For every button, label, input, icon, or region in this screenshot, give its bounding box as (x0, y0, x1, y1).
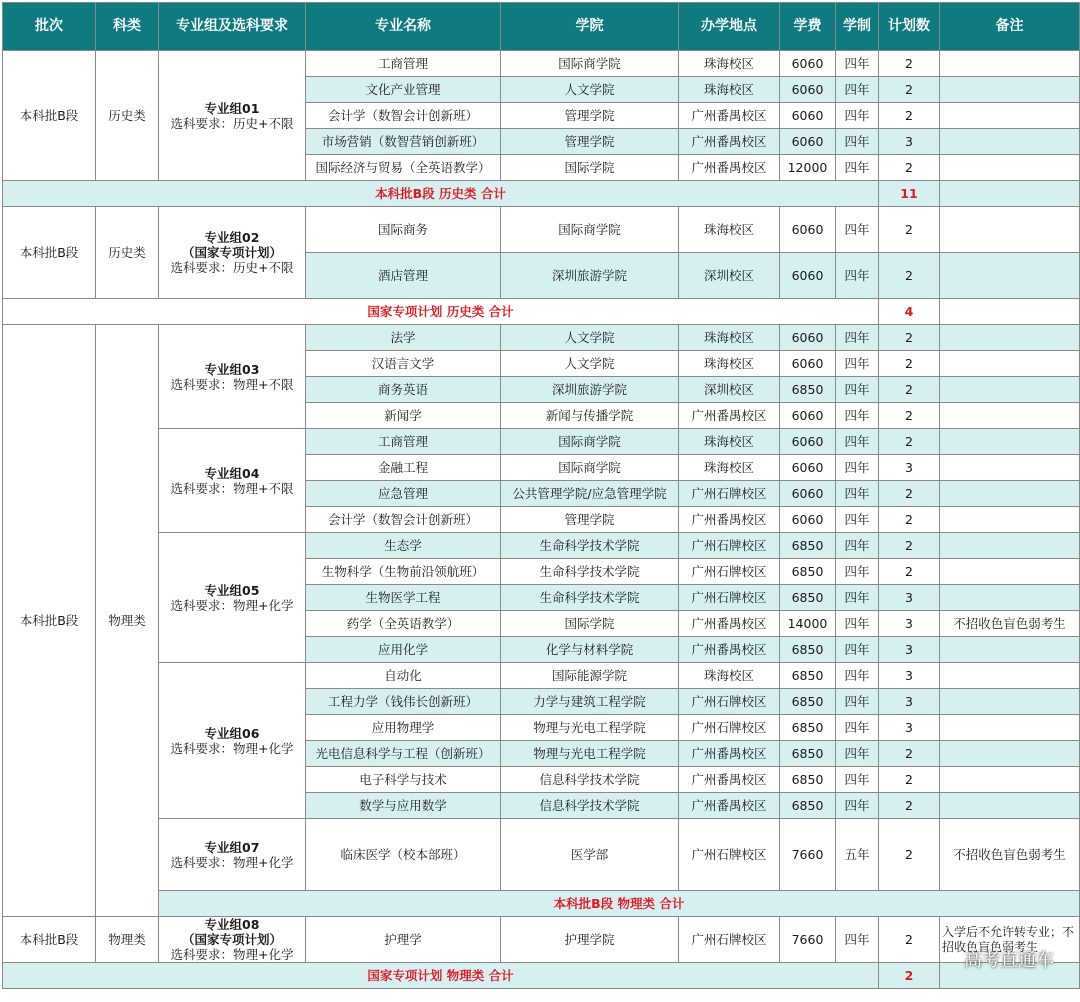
plan-cell: 2 (879, 377, 940, 403)
major-cell: 护理学 (306, 917, 501, 963)
note-cell: 不招收色盲色弱考生 (940, 611, 1080, 637)
college-cell: 国际学院 (501, 155, 679, 181)
subtotal-plan: 2 (879, 963, 940, 989)
subject-cell: 历史类 (96, 51, 159, 181)
location-cell: 深圳校区 (679, 377, 780, 403)
location-cell: 珠海校区 (679, 351, 780, 377)
note-cell (940, 403, 1080, 429)
plan-cell: 2 (879, 507, 940, 533)
note-cell (940, 793, 1080, 819)
fee-cell: 6060 (780, 481, 836, 507)
plan-cell: 2 (879, 819, 940, 891)
duration-cell: 四年 (836, 77, 879, 103)
group-requirement: 选科要求：物理+化学 (170, 947, 294, 962)
college-cell: 信息科学技术学院 (501, 793, 679, 819)
group-title: 专业组01 (204, 100, 260, 116)
duration-cell: 四年 (836, 51, 879, 77)
plan-cell: 2 (879, 917, 940, 963)
fee-cell: 6060 (780, 207, 836, 253)
group-cell (159, 533, 306, 663)
table-row (3, 917, 1080, 963)
college-cell: 国际商学院 (501, 51, 679, 77)
fee-cell: 6850 (780, 793, 836, 819)
duration-cell: 四年 (836, 767, 879, 793)
location-cell: 广州石牌校区 (679, 917, 780, 963)
group-title: 专业组07 (204, 839, 260, 855)
major-cell: 临床医学（校本部班） (306, 819, 501, 891)
location-cell: 广州番禺校区 (679, 611, 780, 637)
duration-cell: 四年 (836, 689, 879, 715)
duration-cell: 四年 (836, 793, 879, 819)
college-cell: 深圳旅游学院 (501, 377, 679, 403)
header-row (3, 3, 1080, 51)
group-title: 专业组08 (204, 917, 260, 932)
major-cell: 市场营销（数智营销创新班） (306, 129, 501, 155)
group-cell (159, 819, 306, 891)
plan-cell: 2 (879, 533, 940, 559)
batch-cell: 本科批B段 (3, 917, 96, 963)
group-requirement: 选科要求：历史+不限 (170, 260, 294, 275)
subtotal-label: 国家专项计划 物理类 合计 (3, 963, 879, 989)
header-note: 备注 (940, 3, 1080, 51)
table-row (3, 663, 1080, 689)
group-title: 专业组05 (204, 582, 260, 598)
major-cell: 国际商务 (306, 207, 501, 253)
location-cell: 广州石牌校区 (679, 715, 780, 741)
college-cell: 深圳旅游学院 (501, 253, 679, 299)
major-cell: 生态学 (306, 533, 501, 559)
subtotal-label: 本科批B段 历史类 合计 (3, 181, 879, 207)
location-cell: 珠海校区 (679, 325, 780, 351)
subtotal-note (940, 181, 1080, 207)
major-cell: 法学 (306, 325, 501, 351)
header-fee: 学费 (780, 3, 836, 51)
location-cell: 珠海校区 (679, 663, 780, 689)
college-cell: 护理学院 (501, 917, 679, 963)
college-cell: 国际能源学院 (501, 663, 679, 689)
college-cell: 人文学院 (501, 77, 679, 103)
note-cell (940, 637, 1080, 663)
group-cell (159, 207, 306, 299)
duration-cell: 四年 (836, 351, 879, 377)
location-cell: 广州石牌校区 (679, 689, 780, 715)
college-cell: 管理学院 (501, 103, 679, 129)
fee-cell: 6060 (780, 103, 836, 129)
college-cell: 公共管理学院/应急管理学院 (501, 481, 679, 507)
major-cell: 生物科学（生物前沿领航班） (306, 559, 501, 585)
note-cell (940, 715, 1080, 741)
college-cell: 人文学院 (501, 325, 679, 351)
note-cell (940, 325, 1080, 351)
group-subtitle: （国家专项计划） (181, 245, 282, 260)
note-cell (940, 207, 1080, 253)
location-cell: 珠海校区 (679, 429, 780, 455)
subject-cell: 物理类 (96, 325, 159, 917)
duration-cell: 四年 (836, 741, 879, 767)
group-title: 专业组02 (204, 230, 260, 245)
plan-cell: 2 (879, 253, 940, 299)
major-cell: 工程力学（钱伟长创新班） (306, 689, 501, 715)
duration-cell: 四年 (836, 663, 879, 689)
duration-cell: 四年 (836, 253, 879, 299)
plan-cell: 2 (879, 481, 940, 507)
admission-plan-table (2, 2, 1080, 989)
major-cell: 电子科学与技术 (306, 767, 501, 793)
note-cell (940, 429, 1080, 455)
fee-cell: 6850 (780, 689, 836, 715)
group-cell (159, 663, 306, 819)
college-cell: 信息科学技术学院 (501, 767, 679, 793)
college-cell: 管理学院 (501, 507, 679, 533)
college-cell: 新闻与传播学院 (501, 403, 679, 429)
table-row (3, 207, 1080, 253)
batch-cell: 本科批B段 (3, 207, 96, 299)
college-cell: 医学部 (501, 819, 679, 891)
location-cell: 广州石牌校区 (679, 559, 780, 585)
table-row (3, 819, 1080, 891)
duration-cell: 四年 (836, 455, 879, 481)
note-cell: 不招收色盲色弱考生 (940, 819, 1080, 891)
plan-cell: 3 (879, 637, 940, 663)
fee-cell: 6060 (780, 77, 836, 103)
fee-cell: 6850 (780, 663, 836, 689)
fee-cell: 6060 (780, 325, 836, 351)
location-cell: 珠海校区 (679, 77, 780, 103)
fee-cell: 6060 (780, 455, 836, 481)
subtotal-row (3, 181, 1080, 207)
location-cell: 广州番禺校区 (679, 637, 780, 663)
table-row (3, 429, 1080, 455)
location-cell: 广州番禺校区 (679, 793, 780, 819)
major-cell: 酒店管理 (306, 253, 501, 299)
location-cell: 广州石牌校区 (679, 819, 780, 891)
location-cell: 广州番禺校区 (679, 507, 780, 533)
college-cell: 管理学院 (501, 129, 679, 155)
plan-cell: 2 (879, 741, 940, 767)
fee-cell: 6850 (780, 637, 836, 663)
college-cell: 国际商学院 (501, 207, 679, 253)
note-cell (940, 741, 1080, 767)
college-cell: 生命科学技术学院 (501, 533, 679, 559)
location-cell: 广州石牌校区 (679, 585, 780, 611)
fee-cell: 7660 (780, 917, 836, 963)
college-cell: 人文学院 (501, 351, 679, 377)
plan-cell: 3 (879, 611, 940, 637)
subject-cell: 历史类 (96, 207, 159, 299)
table-row (3, 51, 1080, 77)
duration-cell: 四年 (836, 325, 879, 351)
note-cell (940, 351, 1080, 377)
note-cell (940, 377, 1080, 403)
fee-cell: 14000 (780, 611, 836, 637)
location-cell: 广州番禺校区 (679, 103, 780, 129)
subtotal-row (3, 963, 1080, 989)
location-cell: 广州番禺校区 (679, 129, 780, 155)
major-cell: 新闻学 (306, 403, 501, 429)
major-cell: 会计学（数智会计创新班） (306, 507, 501, 533)
major-cell: 会计学（数智会计创新班） (306, 103, 501, 129)
fee-cell: 6850 (780, 585, 836, 611)
location-cell: 广州番禺校区 (679, 403, 780, 429)
plan-cell: 2 (879, 325, 940, 351)
location-cell: 广州番禺校区 (679, 741, 780, 767)
plan-cell: 3 (879, 689, 940, 715)
major-cell: 汉语言文学 (306, 351, 501, 377)
college-cell: 物理与光电工程学院 (501, 741, 679, 767)
college-cell: 国际学院 (501, 611, 679, 637)
major-cell: 工商管理 (306, 429, 501, 455)
major-cell: 生物医学工程 (306, 585, 501, 611)
fee-cell: 6060 (780, 403, 836, 429)
major-cell: 应急管理 (306, 481, 501, 507)
location-cell: 珠海校区 (679, 455, 780, 481)
fee-cell: 12000 (780, 155, 836, 181)
fee-cell: 6850 (780, 767, 836, 793)
watermark-text: 高考直通车 (964, 950, 1054, 971)
plan-cell: 3 (879, 585, 940, 611)
header-plan: 计划数 (879, 3, 940, 51)
note-cell (940, 559, 1080, 585)
group-cell (159, 51, 306, 181)
plan-cell: 2 (879, 77, 940, 103)
subtotal-plan: 4 (879, 299, 940, 325)
fee-cell: 6060 (780, 507, 836, 533)
duration-cell: 四年 (836, 637, 879, 663)
group-subtitle: （国家专项计划） (181, 932, 282, 947)
major-cell: 药学（全英语教学） (306, 611, 501, 637)
location-cell: 广州石牌校区 (679, 481, 780, 507)
batch-cell: 本科批B段 (3, 325, 96, 917)
header-major: 专业名称 (306, 3, 501, 51)
note-cell (940, 77, 1080, 103)
note-cell (940, 507, 1080, 533)
location-cell: 珠海校区 (679, 51, 780, 77)
header-duration: 学制 (836, 3, 879, 51)
fee-cell: 6850 (780, 741, 836, 767)
note-cell (940, 455, 1080, 481)
major-cell: 金融工程 (306, 455, 501, 481)
major-cell: 光电信息科学与工程（创新班） (306, 741, 501, 767)
duration-cell: 四年 (836, 377, 879, 403)
header-college: 学院 (501, 3, 679, 51)
header-batch: 批次 (3, 3, 96, 51)
plan-cell: 2 (879, 155, 940, 181)
location-cell: 广州石牌校区 (679, 533, 780, 559)
header-group: 专业组及选科要求 (159, 3, 306, 51)
note-cell (940, 689, 1080, 715)
college-cell: 物理与光电工程学院 (501, 715, 679, 741)
subtotal-row (3, 299, 1080, 325)
plan-cell: 2 (879, 403, 940, 429)
duration-cell: 四年 (836, 103, 879, 129)
group-cell (159, 325, 306, 429)
college-cell: 力学与建筑工程学院 (501, 689, 679, 715)
note-cell (940, 663, 1080, 689)
duration-cell: 四年 (836, 403, 879, 429)
plan-cell: 3 (879, 663, 940, 689)
group-title: 专业组04 (204, 465, 260, 481)
duration-cell: 四年 (836, 611, 879, 637)
major-cell: 应用化学 (306, 637, 501, 663)
plan-cell: 2 (879, 429, 940, 455)
group-requirement: 选科要求：物理+化学 (170, 740, 294, 756)
subtotal-note (940, 299, 1080, 325)
major-cell: 国际经济与贸易（全英语教学） (306, 155, 501, 181)
group-requirement: 选科要求：物理+化学 (170, 597, 294, 613)
plan-cell: 2 (879, 793, 940, 819)
location-cell: 广州番禺校区 (679, 155, 780, 181)
group-requirement: 选科要求：物理+化学 (170, 854, 294, 870)
table-row (3, 533, 1080, 559)
location-cell: 广州番禺校区 (679, 767, 780, 793)
note-cell (940, 103, 1080, 129)
location-cell: 深圳校区 (679, 253, 780, 299)
note-cell (940, 533, 1080, 559)
fee-cell: 6060 (780, 253, 836, 299)
fee-cell: 6850 (780, 533, 836, 559)
batch-cell: 本科批B段 (3, 51, 96, 181)
duration-cell: 四年 (836, 585, 879, 611)
fee-cell: 6850 (780, 715, 836, 741)
duration-cell: 四年 (836, 207, 879, 253)
subtotal-plan: 11 (879, 181, 940, 207)
duration-cell: 四年 (836, 129, 879, 155)
duration-cell: 四年 (836, 507, 879, 533)
major-cell: 应用物理学 (306, 715, 501, 741)
college-cell: 化学与材料学院 (501, 637, 679, 663)
note-cell (940, 253, 1080, 299)
duration-cell: 四年 (836, 155, 879, 181)
duration-cell: 四年 (836, 481, 879, 507)
fee-cell: 6060 (780, 351, 836, 377)
location-cell: 珠海校区 (679, 207, 780, 253)
note-cell (940, 481, 1080, 507)
plan-cell: 3 (879, 715, 940, 741)
group-requirement: 选科要求：物理+不限 (170, 376, 294, 392)
group-requirement: 选科要求：历史+不限 (170, 115, 294, 131)
fee-cell: 6060 (780, 51, 836, 77)
header-location: 办学地点 (679, 3, 780, 51)
plan-cell: 2 (879, 103, 940, 129)
fee-cell: 6060 (780, 129, 836, 155)
fee-cell: 6850 (780, 377, 836, 403)
plan-cell: 3 (879, 455, 940, 481)
group-title: 专业组03 (204, 361, 260, 377)
college-cell: 生命科学技术学院 (501, 585, 679, 611)
fee-cell: 6850 (780, 559, 836, 585)
college-cell: 生命科学技术学院 (501, 559, 679, 585)
plan-cell: 2 (879, 559, 940, 585)
duration-cell: 五年 (836, 819, 879, 891)
fee-cell: 7660 (780, 819, 836, 891)
subtotal-label: 本科批B段 物理类 合计 (159, 891, 1080, 917)
major-cell: 工商管理 (306, 51, 501, 77)
plan-cell: 2 (879, 767, 940, 793)
duration-cell: 四年 (836, 533, 879, 559)
note-cell (940, 585, 1080, 611)
major-cell: 文化产业管理 (306, 77, 501, 103)
college-cell: 国际商学院 (501, 455, 679, 481)
note-cell (940, 155, 1080, 181)
plan-cell: 2 (879, 51, 940, 77)
subtotal-row (3, 891, 1080, 917)
duration-cell: 四年 (836, 559, 879, 585)
note-cell (940, 767, 1080, 793)
college-cell: 国际商学院 (501, 429, 679, 455)
subtotal-label: 国家专项计划 历史类 合计 (3, 299, 879, 325)
plan-cell: 3 (879, 129, 940, 155)
group-title: 专业组06 (204, 725, 260, 741)
subject-cell: 物理类 (96, 917, 159, 963)
group-cell (159, 429, 306, 533)
duration-cell: 四年 (836, 715, 879, 741)
header-subject: 科类 (96, 3, 159, 51)
major-cell: 商务英语 (306, 377, 501, 403)
plan-cell: 2 (879, 207, 940, 253)
group-requirement: 选科要求：物理+不限 (170, 480, 294, 496)
note-cell (940, 129, 1080, 155)
duration-cell: 四年 (836, 917, 879, 963)
group-cell (159, 917, 306, 963)
duration-cell: 四年 (836, 429, 879, 455)
major-cell: 自动化 (306, 663, 501, 689)
fee-cell: 6060 (780, 429, 836, 455)
note-cell (940, 51, 1080, 77)
major-cell: 数学与应用数学 (306, 793, 501, 819)
note-cell: 入学后不允许转专业；不招收色盲色弱考生 (940, 917, 1080, 963)
plan-cell: 2 (879, 351, 940, 377)
table-row (3, 325, 1080, 351)
